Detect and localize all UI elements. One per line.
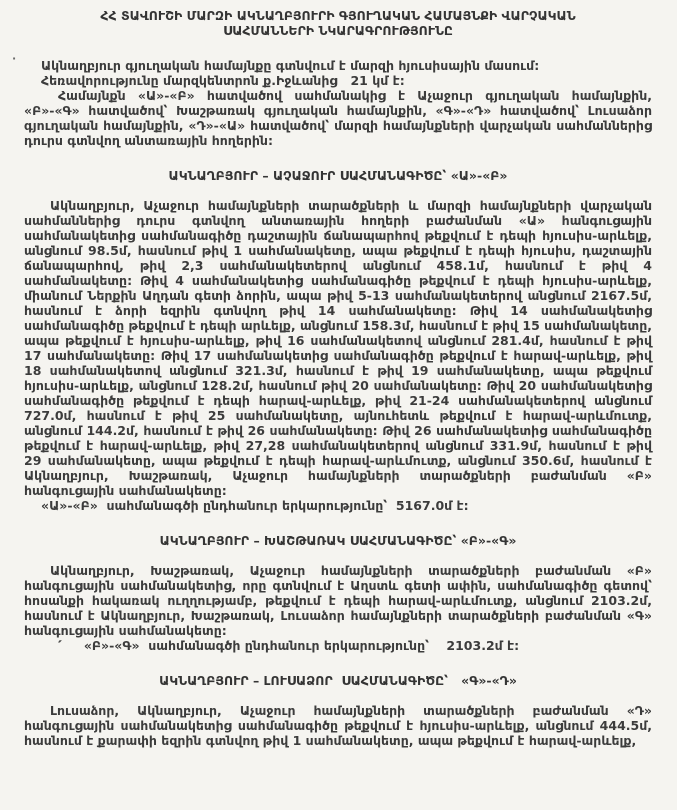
section-body-a-b: Ակնաղբյուր, Աչաջուր համայնքների տարածքների և մարզի համայնքների վարչական սահմաններից դուրս գտնվող անտառային հողերի բաժանման «Ա» հանգուցային սահմանակետից սահմանագիծը դաշտային ճանապարհով թեքվում է դեպի հյուսիս-արևելք, անցնում 98.5մ, հասնում թիվ 1 սահմանակետը, ապա թեքվում է դեպի հյուսիս, դաշտային ճանապարհով, թիվ 2,3 սահմանակետերով անցնում 458.1մ, հասնում է թիվ 4 սահմանակետը: Թիվ 4 սահմանակետից սահմանագիծը թեքվում է դեպի հյուսիս-արևելք, միանում Ներքին Աղդան գետի ձորին, ապա թիվ 5-13 սահմանակետերով անցնում 2167.5մ, հասնում է ձորի եզրին գտնվող թիվ 14 սահմանակետը: Թիվ 14 սահմանակետից սահմանագիծը թեքվում է դեպի արևելք, անցնում 158.3մ, հասնում է թիվ 15 սահմանակետը, ապա թեքվում է հյուսիս-արևելք, թիվ 16 սահմանակետով անցնում 281.4մ, հասնում է թիվ 17 սահմանակետը: Թիվ 17 սահմանակետից սահմանագիծը թեքվում է հարավ-արևելք, թիվ 18 սահմանակետով անցնում 321.3մ, հասնում է թիվ 19 սահմանակետը, ապա թեքվում հյուսիս-արևելք, անցնում 128.2մ, հասնում թիվ 20 սահմանակետը: Թիվ 20 սահմանակետից սահմանագիծը թեքվում է դեպի հարավ-արևելք, թիվ 21-24 սահմանակետերով անցնում 727.0մ, հասնում է թիվ 25 սահմանակետը, այնուհետև թեքվում է հարավ-արևմուտք, անցնում 144.2մ, հասնում է թիվ 26 սահմանակետը: Թիվ 26 սահմանակետից սահմանագիծը թեքվում է հարավ-արևելք, թիվ 27,28 սահմանակետերով անցնում 331.9մ, հասնում է թիվ 29 սահմանակետը, ապա թեքվում է դեպի հարավ-արևմուտք, անցնում 350.6մ, հասնում է Ակնաղբյուր, Խաշթառակ, Աչաջուր համայնքների տարածքների բաժանման «Բ» հանգուցային սահմանակետը: bbox=[24, 198, 657, 498]
section-body-g-d: Լուսաձոր, Ակնաղբյուր, Աչաջուր համայնքների տարածքների բաժանման «Դ» հանգուցային սահմանակետից սահմանագիծը թեքվում է հյուսիս-արևելք, անցնում 444.5մ, հասնում է քարափի եզրին գտնվող թիվ 1 սահմանակետը, ապա թեքվում է հարավ-արևելք, bbox=[24, 703, 657, 748]
page-title-line-1: ՀՀ ՏԱՎՈՒՇԻ ՄԱՐԶԻ ԱԿՆԱՂԲՅՈՒՐԻ ԳՅՈՒՂԱԿԱՆ ՀԱՄԱՅՆՔԻ ՎԱՐՉԱԿԱՆ bbox=[100, 8, 576, 23]
section-body-b-g: Ակնաղբյուր, Խաշթառակ, Աչաջուր համայնքների տարածքների բաժանման «Բ» հանգուցային սահմանակետից, որը գտնվում է Աղստև գետի ափին, սահմանագիծը գետով՝ հոսանքի հակառակ ուղղությամբ, թեքվում է դեպի հարավ-արևմուտք, անցնում 2103.2մ, հասնում է Ակնաղբյուր, Խաշթառակ, Լուսաձոր համայնքների տարածքների բաժանման «Գ» հանգուցային սահմանակետը: bbox=[24, 563, 657, 638]
total-length-b-g bbox=[24, 638, 652, 653]
intro-line-location: Ակնաղբյուր գյուղական համայնքը գտնվում է մարզի հյուսիսային մասում: bbox=[41, 58, 540, 73]
intro-line-distance: Հեռավորությունը մարզկենտրոն ք.Իջևանից 21 կմ է: bbox=[41, 73, 405, 88]
section-heading-g-d: ԱԿՆԱՂԲՅՈՒՐ – ԼՈՒՍԱՁՈՐ ՍԱՀՄԱՆԱԳԻԾԸ՝ «Գ»-«Դ» bbox=[159, 673, 517, 688]
section-heading-a-b: ԱԿՆԱՂԲՅՈՒՐ – ԱՉԱՋՈՒՐ ՍԱՀՄԱՆԱԳԻԾԸ՝ «Ա»-«Բ» bbox=[168, 168, 508, 183]
section-heading-b-g: ԱԿՆԱՂԲՅՈՒՐ – ԽԱՇԹԱՌԱԿ ՍԱՀՄԱՆԱԳԻԾԸ՝ «Բ»-«Գ» bbox=[159, 533, 517, 548]
margin-dot-mark: · bbox=[12, 52, 17, 65]
total-length-a-b-text: «Ա»-«Բ» սահմանագծի ընդհանուր երկարությունը՝ 5167.0մ է: bbox=[41, 498, 469, 513]
page-title bbox=[24, 8, 652, 38]
total-length-a-b bbox=[24, 498, 652, 513]
total-length-b-g-text: «Բ»-«Գ» սահմանագծի ընդհանուր երկարությունը՝ 2103.2մ է: bbox=[83, 638, 520, 653]
intro-line-neighbors: Համայնքն «Ա»-«Բ» հատվածով սահմանակից է Աչաջուր գյուղական համայնքին, «Բ»-«Գ» հատվածով՝ Խաշթառակ գյուղական համայնքին, «Գ»-«Դ» հատվածով՝ Լուսաձոր գյուղական համայնքին, «Դ»-«Ա» հատվածով՝ մարզի համայնքների վարչական սահմաններից դուրս գտնվող անտառային հողերին: bbox=[24, 88, 657, 148]
stray-tick-mark: ՛ bbox=[58, 638, 62, 653]
page-title-line-2: ՍԱՀՄԱՆՆԵՐԻ ՆԿԱՐԱԳՐՈՒԹՅՈՒՆԸ bbox=[223, 23, 453, 38]
